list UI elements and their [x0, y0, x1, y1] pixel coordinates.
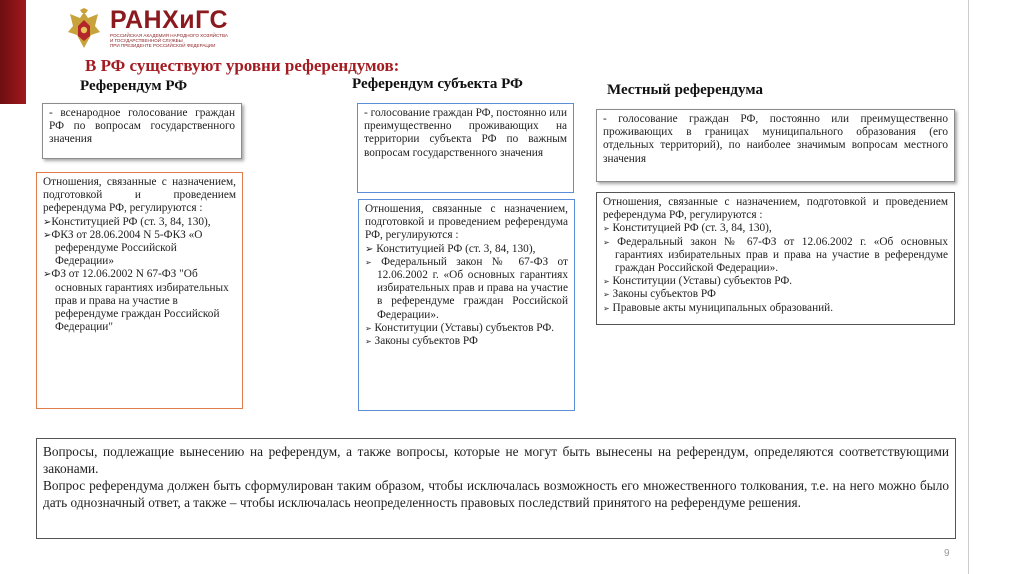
summary-paragraph-2: Вопрос референдума должен быть сформулирован таким образом, чтобы исключалась возможность его множественного толкования, т.е. на него можно было дать однозначный ответ, а также – чтобы исключалась неопределенность правовых последствий принятого на референдуме решения.	[43, 478, 949, 510]
list-item: ➢Конституцией РФ (ст. 3, 84, 130),	[43, 215, 211, 228]
eagle-emblem-icon	[64, 8, 104, 52]
list-item: ➢ФКЗ от 28.06.2004 N 5-ФКЗ «О референдуме Российской Федерации»	[43, 228, 203, 268]
left-accent-bar	[0, 0, 26, 104]
list-item: ➢ Правовые акты муниципальных образований.	[603, 301, 834, 314]
local-definition: - голосование граждан РФ, постоянно или преимущественно проживающих в границах муниципального образования (его отдельных территорий), по наиболее значимым вопросам местного значения	[603, 113, 948, 165]
list-item: ➢ФЗ от 12.06.2002 N 67-ФЗ "Об основных гарантиях избирательных прав и права на участие в референдуме граждан Российской Федерации"	[43, 268, 229, 334]
logo-name: РАНХиГС	[110, 6, 229, 34]
summary-box	[36, 438, 956, 539]
list-item: ➢ Федеральный закон № 67-ФЗ от 12.06.2002 г. «Об основных гарантиях избирательных прав и права на участие в референдуме граждан Российской Федерации».	[365, 255, 568, 321]
local-regulation-intro: Отношения, связанные с назначением, подготовкой и проведением референдума РФ, регулируются :	[603, 196, 948, 222]
list-item: ➢ Конституцией РФ (ст. 3, 84, 130),	[603, 222, 772, 235]
subject-definition-box	[357, 103, 574, 193]
list-item: ➢ Конституцией РФ (ст. 3, 84, 130),	[365, 242, 536, 255]
list-item: ➢ Законы субъектов РФ	[603, 288, 716, 301]
local-definition-box	[596, 109, 955, 182]
slide-title: В РФ существуют уровни референдумов:	[85, 56, 400, 75]
subject-heading: Референдум субъекта РФ	[352, 76, 523, 92]
federal-regulation-box	[36, 172, 243, 409]
list-item: ➢ Федеральный закон № 67-ФЗ от 12.06.2002 г. «Об основных гарантиях избирательных прав и права на участие в референдуме граждан Российской Федерации».	[603, 235, 949, 275]
local-regulation-box	[596, 192, 955, 325]
federal-regulation-intro: Отношения, связанные с назначением, подготовкой и проведением референдума РФ, регулируются :	[43, 176, 236, 215]
federal-heading: Референдум РФ	[80, 78, 188, 94]
right-divider-line	[968, 0, 969, 574]
subject-definition: - голосование граждан РФ, постоянно или преимущественно проживающих на территории субъекта РФ по важным вопросам государственного значения	[364, 107, 567, 159]
list-item: ➢ Конституции (Уставы) субъектов РФ.	[603, 275, 793, 288]
federal-definition: - всенародное голосование граждан РФ по вопросам государственного значения	[49, 107, 235, 146]
local-heading: Местный референдума	[607, 82, 763, 98]
subject-regulation-intro: Отношения, связанные с назначением, подготовкой и проведением референдума РФ, регулируются :	[365, 203, 568, 242]
subject-regulation-box	[358, 199, 575, 411]
list-item: ➢ Конституции (Уставы) субъектов РФ.	[365, 321, 555, 334]
federal-definition-box	[42, 103, 242, 159]
list-item: ➢ Законы субъектов РФ	[365, 335, 478, 348]
page-number: 9	[944, 548, 950, 559]
logo-subtitle: РОССИЙСКАЯ АКАДЕМИЯ НАРОДНОГО ХОЗЯЙСТВА И ГОСУДАРСТВЕННОЙ СЛУЖБЫ ПРИ ПРЕЗИДЕНТЕ РОССИЙСКОЙ ФЕДЕРАЦИИ	[110, 33, 228, 49]
summary-paragraph-1: Вопросы, подлежащие вынесению на референдум, а также вопросы, которые не могут быть вынесены на референдум, определяются соответствующими законами.	[43, 444, 949, 476]
